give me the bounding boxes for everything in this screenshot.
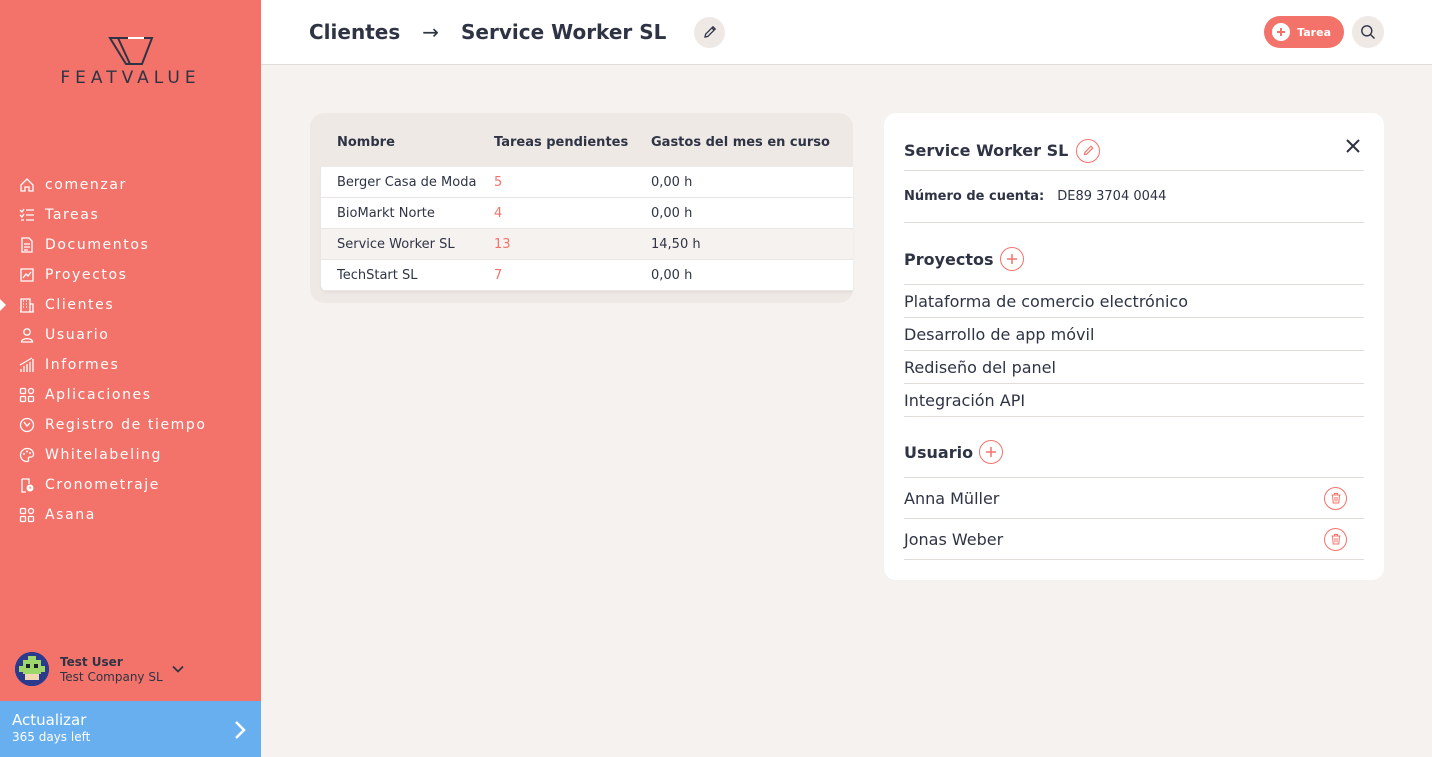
search-icon bbox=[1360, 24, 1376, 40]
chevron-down-icon[interactable] bbox=[171, 662, 185, 676]
user-menu[interactable] bbox=[15, 652, 185, 686]
reports-icon bbox=[18, 356, 36, 374]
user-info bbox=[60, 655, 163, 684]
plus-icon bbox=[1272, 23, 1290, 41]
home-icon bbox=[18, 176, 36, 194]
upgrade-banner[interactable] bbox=[0, 701, 261, 757]
delete-user-button[interactable] bbox=[1324, 487, 1347, 510]
projects-title: Proyectos bbox=[904, 249, 994, 269]
logo-icon bbox=[108, 36, 154, 66]
sidebar-item-label: Asana bbox=[45, 507, 96, 523]
sidebar-item-label: Tareas bbox=[45, 207, 100, 223]
cell-expenses: 14,50 h bbox=[651, 236, 701, 252]
detail-header bbox=[904, 131, 1364, 171]
sidebar-item-label: Aplicaciones bbox=[45, 387, 152, 403]
sidebar-item-comenzar[interactable] bbox=[0, 170, 261, 200]
stopwatch-icon bbox=[18, 476, 36, 494]
table-row[interactable] bbox=[321, 260, 853, 291]
table-row[interactable] bbox=[321, 167, 853, 198]
whitelabel-icon bbox=[18, 446, 36, 464]
sidebar-item-proyectos[interactable] bbox=[0, 260, 261, 290]
sidebar-item-asana[interactable] bbox=[0, 500, 261, 530]
brand-name: FEATVALUE bbox=[60, 68, 201, 88]
pencil-icon bbox=[1082, 144, 1095, 157]
account-number-row bbox=[904, 171, 1364, 223]
edit-client-name-button[interactable] bbox=[1076, 139, 1100, 163]
sidebar-item-label: Usuario bbox=[45, 327, 110, 343]
page-title: Service Worker SL bbox=[461, 20, 667, 44]
close-icon bbox=[1345, 138, 1361, 154]
cell-expenses: 0,00 h bbox=[651, 174, 693, 190]
cell-name: Service Worker SL bbox=[337, 236, 455, 252]
cell-expenses: 0,00 h bbox=[651, 267, 693, 283]
table-row[interactable] bbox=[321, 198, 853, 229]
cell-pending-tasks: 4 bbox=[494, 205, 503, 221]
list-item[interactable]: Integración API bbox=[904, 384, 1364, 417]
sidebar-item-aplicaciones[interactable] bbox=[0, 380, 261, 410]
user-company: Test Company SL bbox=[60, 669, 163, 684]
user-item-name: Jonas Weber bbox=[904, 529, 1004, 549]
sidebar-item-label: Documentos bbox=[45, 237, 150, 253]
upgrade-days-left: 365 days left bbox=[12, 730, 91, 744]
list-item[interactable]: Desarrollo de app móvil bbox=[904, 318, 1364, 351]
table-body bbox=[321, 167, 853, 291]
cell-pending-tasks: 13 bbox=[494, 236, 511, 252]
sidebar-item-label: Clientes bbox=[45, 297, 115, 313]
list-item[interactable]: Plataforma de comercio electrónico bbox=[904, 285, 1364, 318]
projects-list bbox=[904, 284, 1364, 417]
add-project-button[interactable] bbox=[1000, 247, 1024, 271]
sidebar-nav bbox=[0, 170, 261, 530]
sidebar-item-label: comenzar bbox=[45, 177, 127, 193]
upgrade-title: Actualizar bbox=[12, 711, 87, 729]
list-item bbox=[904, 519, 1364, 560]
sidebar-item-label: Cronometraje bbox=[45, 477, 161, 493]
detail-title: Service Worker SL bbox=[904, 141, 1069, 160]
user-icon bbox=[18, 326, 36, 344]
cell-name: BioMarkt Norte bbox=[337, 205, 435, 221]
time-log-icon bbox=[18, 416, 36, 434]
user-name: Test User bbox=[60, 654, 123, 669]
plus-icon bbox=[1006, 253, 1018, 265]
edit-client-button[interactable] bbox=[694, 17, 725, 48]
pencil-icon bbox=[702, 24, 718, 40]
users-section-title bbox=[904, 440, 1003, 464]
arrow-right-icon: → bbox=[422, 20, 439, 44]
column-header-gastos[interactable]: Gastos del mes en curso bbox=[651, 135, 830, 150]
sidebar-item-cronometraje[interactable] bbox=[0, 470, 261, 500]
users-title: Usuario bbox=[904, 442, 974, 462]
projects-section-title bbox=[904, 247, 1024, 271]
clients-table bbox=[310, 113, 853, 303]
breadcrumb-clientes[interactable]: Clientes bbox=[309, 20, 401, 44]
cell-expenses: 0,00 h bbox=[651, 205, 693, 221]
chevron-right-icon bbox=[233, 719, 247, 741]
cell-pending-tasks: 5 bbox=[494, 174, 503, 190]
users-list bbox=[904, 477, 1364, 560]
list-item[interactable]: Rediseño del panel bbox=[904, 351, 1364, 384]
sidebar-item-documentos[interactable] bbox=[0, 230, 261, 260]
client-detail-panel bbox=[884, 113, 1384, 580]
sidebar-item-registro-de-tiempo[interactable] bbox=[0, 410, 261, 440]
sidebar-item-whitelabeling[interactable] bbox=[0, 440, 261, 470]
sidebar-item-tareas[interactable] bbox=[0, 200, 261, 230]
documents-icon bbox=[18, 236, 36, 254]
top-header bbox=[261, 0, 1432, 65]
trash-icon bbox=[1330, 533, 1342, 545]
add-task-button[interactable] bbox=[1264, 16, 1344, 48]
trash-icon bbox=[1330, 492, 1342, 504]
user-item-name: Anna Müller bbox=[904, 488, 1000, 508]
sidebar bbox=[0, 0, 261, 757]
sidebar-item-informes[interactable] bbox=[0, 350, 261, 380]
cell-name: TechStart SL bbox=[337, 267, 418, 283]
cell-pending-tasks: 7 bbox=[494, 267, 503, 283]
projects-icon bbox=[18, 266, 36, 284]
list-item bbox=[904, 478, 1364, 519]
avatar bbox=[15, 652, 49, 686]
close-button[interactable] bbox=[1342, 135, 1364, 157]
plus-icon bbox=[985, 446, 997, 458]
table-row-selected[interactable] bbox=[321, 229, 853, 260]
sidebar-item-clientes[interactable] bbox=[0, 290, 261, 320]
account-number-label: Número de cuenta: bbox=[904, 189, 1045, 204]
add-task-label: Tarea bbox=[1297, 25, 1331, 39]
breadcrumb bbox=[309, 18, 725, 46]
apps-icon bbox=[18, 386, 36, 404]
sidebar-item-label: Registro de tiempo bbox=[45, 417, 207, 433]
column-header-nombre[interactable]: Nombre bbox=[337, 135, 395, 150]
column-header-tareas-pendientes[interactable]: Tareas pendientes bbox=[494, 135, 629, 150]
sidebar-item-label: Informes bbox=[45, 357, 120, 373]
search-button[interactable] bbox=[1352, 16, 1384, 48]
cell-name: Berger Casa de Moda bbox=[337, 174, 477, 190]
asana-icon bbox=[18, 506, 36, 524]
tasks-icon bbox=[18, 206, 36, 224]
brand-logo[interactable] bbox=[0, 36, 261, 88]
sidebar-item-usuario[interactable] bbox=[0, 320, 261, 350]
delete-user-button[interactable] bbox=[1324, 528, 1347, 551]
account-number-value: DE89 3704 0044 bbox=[1057, 189, 1167, 204]
sidebar-item-label: Whitelabeling bbox=[45, 447, 163, 463]
table-header bbox=[321, 135, 853, 150]
clients-icon bbox=[18, 296, 36, 314]
sidebar-item-label: Proyectos bbox=[45, 267, 128, 283]
add-user-button[interactable] bbox=[979, 440, 1003, 464]
